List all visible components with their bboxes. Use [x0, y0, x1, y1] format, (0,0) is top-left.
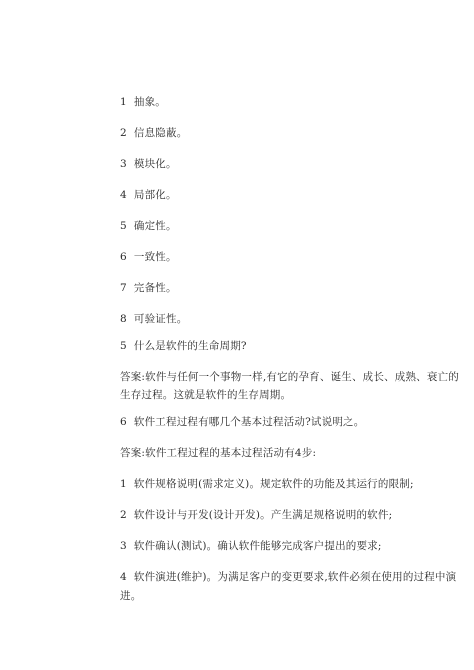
- item-number: 3: [120, 158, 127, 170]
- list-item: [120, 540, 382, 553]
- list-item: [120, 478, 414, 491]
- list-item: [120, 189, 177, 202]
- question-heading: [120, 340, 247, 353]
- item-text: 信息隐蔽。: [133, 127, 188, 139]
- item-number: 6: [120, 251, 127, 263]
- item-number: 5: [120, 220, 127, 232]
- list-item: [120, 96, 166, 109]
- item-text: 局部化。: [133, 189, 177, 201]
- item-text: 模块化。: [133, 158, 177, 170]
- item-number: 3: [120, 540, 127, 552]
- item-text: 软件设计与开发(设计开发)。产生满足规格说明的软件;: [133, 509, 393, 521]
- item-text: 一致性。: [133, 251, 177, 263]
- question-text: 什么是软件的生命周期?: [133, 340, 247, 352]
- item-number: 4: [120, 571, 127, 583]
- item-text: 软件演进(维护)。为满足客户的变更要求,软件必须在使用的过程中演: [133, 571, 457, 583]
- question-number: 5: [120, 340, 127, 352]
- answer-line: 答案:软件工程过程的基本过程活动有4步:: [120, 447, 317, 459]
- list-item: [120, 158, 177, 171]
- answer-line: 生存过程。这就是软件的生存周期。: [120, 389, 292, 401]
- list-item: [120, 509, 392, 522]
- item-text: 确定性。: [133, 220, 177, 232]
- item-text: 完备性。: [133, 282, 177, 294]
- list-item: [120, 220, 177, 233]
- question-number: 6: [120, 416, 127, 428]
- item-text: 抽象。: [133, 96, 166, 108]
- question-heading: [120, 416, 364, 429]
- item-number: 8: [120, 313, 127, 325]
- item-text: 软件规格说明(需求定义)。规定软件的功能及其运行的限制;: [133, 478, 414, 490]
- question-text: 软件工程过程有哪几个基本过程活动?试说明之。: [133, 416, 365, 428]
- item-text: 软件确认(测试)。确认软件能够完成客户提出的要求;: [133, 540, 382, 552]
- item-number: 7: [120, 282, 127, 294]
- list-item: [120, 251, 177, 264]
- item-number: 4: [120, 189, 127, 201]
- item-number: 1: [120, 478, 127, 490]
- list-item: [120, 313, 187, 326]
- item-number: 2: [120, 127, 127, 139]
- item-number: 2: [120, 509, 127, 521]
- list-item: [120, 571, 456, 584]
- list-item: [120, 282, 177, 295]
- item-text-continuation: 进。: [120, 590, 142, 602]
- item-number: 1: [120, 96, 127, 108]
- item-text: 可验证性。: [133, 313, 188, 325]
- list-item: [120, 127, 187, 140]
- answer-line: 答案:软件与任何一个事物一样,有它的孕育、诞生、成长、成熟、衰亡的: [120, 371, 459, 383]
